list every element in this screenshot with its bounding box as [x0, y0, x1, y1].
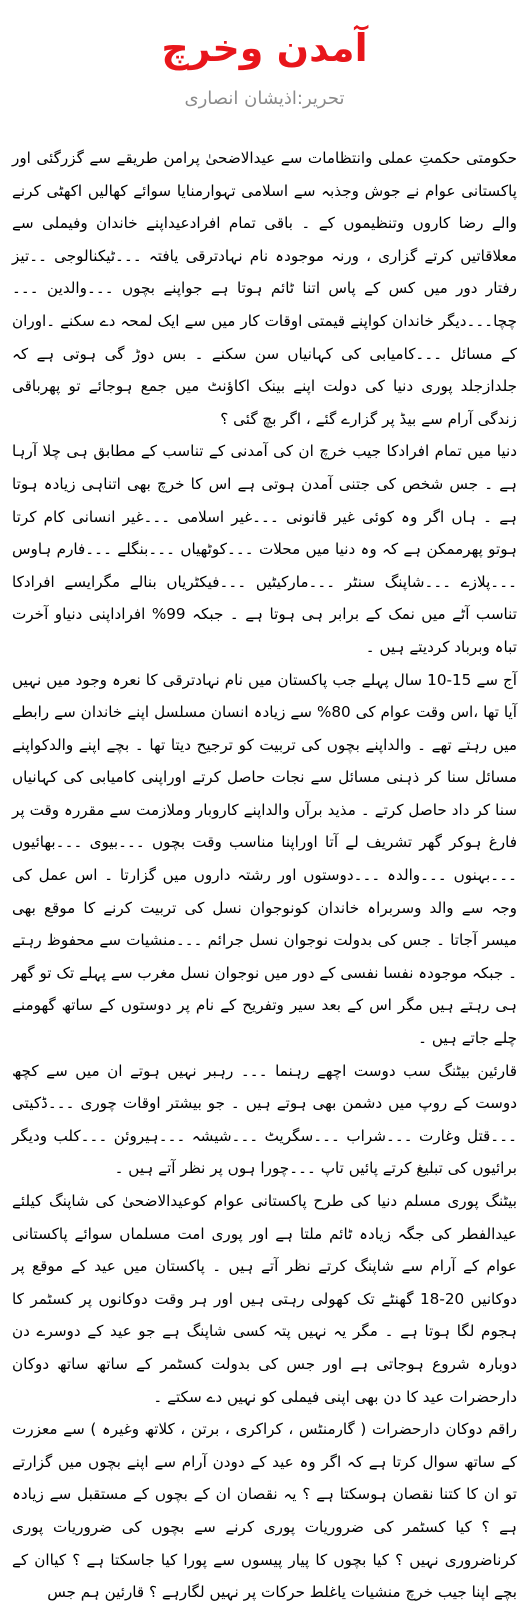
article-paragraph: حکومتی حکمتِ عملی وانتظامات سے عیدالاضحیٰ پرامن طریقے سے گزرگئی اور پاکستانی عوام نے جوش وجذبہ سے اسلامی تہوارمنایا سوائے کھالیں اکھٹی کرنے والے رضا کاروں وتنظیموں کے ۔ باقی تمام افرادعیداپنے خاندان وفیملی سے معلاقاتیں کرتے گزاری ، ورنہ موجودہ نام نہادترقی یافتہ ۔۔۔ٹیکنالوجی ۔۔تیز رفتار دور میں کس کے پاس اتنا ٹائم ہوتا ہے جواپنے بچوں ۔۔۔والدین ۔۔۔چچا۔۔۔دیگر خاندان کواپنے قیمتی اوقات کار میں سے ایک لمحہ دے سکنے ۔اوران کے مسائل ۔۔۔کامیابی کی کہانیاں سن سکنے ۔ بس دوڑ گی ہوتی ہے کہ جلدازجلد پوری دنیا کی دولت اپنے بینک اکاؤنٹ میں جمع ہوجائے تو پھرباقی زندگی آرام سے بیڈ پر گزارے گئے ، اگر بچ گئی ؟ [12, 149, 517, 428]
article-paragraph: آج سے 15-10 سال پہلے جب پاکستان میں نام نہادترقی کا نعرہ وجود میں نہیں آیا تھا ،اس وقت عوام کی 80% سے زیادہ انسان مسلسل اپنے خاندان سے رابطے میں رہتے تھے ۔ والداپنے بچوں کی تربیت کو ترجیح دیتا تھا ۔ بچے اپنے والدکواپنے مسائل سنا کر ذہنی مسائل سے نجات حاصل کرتے اوراپنی کامیابی کی کہانیاں سنا کر داد حاصل کرتے ۔ مذید برآں والداپنے کاروبار وملازمت سے مقررہ وقت پر فارغ ہوکر گھر تشریف لے آتا اوراپنا مناسب وقت بچوں ۔۔۔بیوی ۔۔۔بھائیوں ۔۔۔بہنوں ۔۔۔والدہ ۔۔۔دوستوں اور رشتہ داروں میں گزارتا ۔ اس عمل کی وجہ سے والد وسربراہ خاندان کونوجوان نسل کی تربیت کرنے کا موقع بھی میسر آجاتا ۔ جس کی بدولت نوجوان نسل جرائم ۔۔۔منشیات سے محفوظ رہتے ۔ جبکہ موجودہ نفسا نفسی کے دور میں نوجوان نسل مغرب سے پہلے تک تو گھر ہی رہتے ہیں مگر اس کے بعد سیر وتفریح کے نام پر دوستوں کے ساتھ گھومنے چلے جاتے ہیں ۔ [12, 670, 517, 1048]
article-paragraph: بیٹنگ پوری مسلم دنیا کی طرح پاکستانی عوام کوعیدالاضحیٰ کی شاپنگ کیلئے عیدالفطر کی جگہ زیادہ ٹائم ملتا ہے اور پوری امت مسلماں سوائے پاکستانی عوام کے آرام سے شاپنگ کرتے نظر آتے ہیں ۔ پاکستان میں عید کے موقع پر دوکانیں 20-18 گھنٹے تک کھولی رہتی ہیں اور ہر وقت دوکانوں پر کسٹمر کا ہجوم لگا ہوتا ہے ۔ مگر یہ نہیں پتہ کسی شاپنگ ہے جو عید کے دوسرے دن دوبارہ شروع ہوجاتی ہے اور جس کی بدولت کسٹمر کے ساتھ ساتھ دوکان دارحضرات عید کا دن بھی اپنی فیملی کو نہیں دے سکتے ۔ [12, 1192, 517, 1406]
article-body [12, 142, 517, 1609]
article-paragraph: راقم دوکان دارحضرات ( گارمنٹس ، کراکری ، برتن ، کلاتھ وغیرہ ) سے معزرت کے ساتھ سوال کرتا ہے کہ اگر وہ عید کے دودن آرام سے اپنے بچوں میں گزارتے تو ان کا کتنا نقصان ہوسکتا ہے ؟ یہ نقصان ان کے بچوں کے مستقبل سے زیادہ ہے ؟ کیا کسٹمر کی ضروریات پوری کرنے سے بچوں کی ضروریات پوری کرناضروری نہیں ؟ کیا بچوں کا پیار پیسوں سے پورا کیا جاسکتا ہے ؟ کیاان کے بچے اپنا جیب خرچ منشیات یاغلط حرکات پر نہیں لگارہے ؟ قارئین ہم جس [12, 1420, 517, 1602]
article-title: آمدن وخرچ [161, 26, 368, 70]
author-byline: تحریر:اذیشان انصاری [184, 88, 345, 109]
article-paragraph: دنیا میں تمام افرادکا جیب خرچ ان کی آمدنی کے تناسب کے مطابق ہی چلا آرہا ہے ۔ جس شخص کی جتنی آمدن ہوتی ہے اس کا خرچ بھی اتناہی زیادہ ہوتا ہے ۔ ہاں اگر وہ کوئی غیر قانونی ۔۔۔غیر اسلامی ۔۔۔غیر انسانی کام کرتا ہوتو پھرممکن ہے کہ وہ دنیا میں محلات ۔۔۔کوٹھیاں ۔۔۔بنگلے ۔۔۔فارم ہاوس ۔۔۔پلازے ۔۔۔شاپنگ سنٹر ۔۔۔مارکیٹیں ۔۔۔فیکٹریاں بنالے مگرایسے افرادکا تناسب آٹے میں نمک کے برابر ہی ہوتا ہے ۔ جبکہ 99% افراداپنی دنیاو آخرت تباہ وبرباد کردیتے ہیں ۔ [12, 442, 517, 656]
article-paragraph: قارئین بیٹنگ سب دوست اچھے رہنما ۔۔۔ رہبر نہیں ہوتے ان میں سے کچھ دوست کے روپ میں دشمن بھی ہوتے ہیں ۔ جو بیشتر اوقات چوری ۔۔۔ڈکیتی ۔۔۔قتل وغارت ۔۔۔شراب ۔۔۔سگریٹ ۔۔۔شیشہ ۔۔۔ہیروئن ۔۔۔کلب ودیگر برائیوں کی تبلیغ کرتے پائیں تاپ ۔۔۔چورا ہوں پر نظر آتے ہیں ۔ [12, 1061, 517, 1178]
